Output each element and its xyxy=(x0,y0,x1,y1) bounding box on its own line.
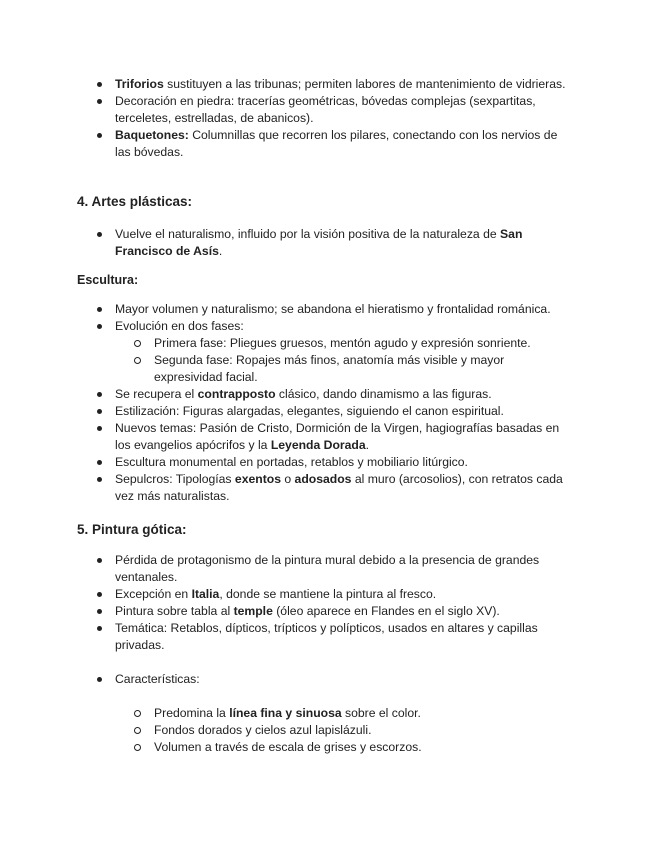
item-text: Evolución en dos fases: xyxy=(115,319,244,333)
bold-term: Triforios xyxy=(115,77,164,91)
bullet-icon xyxy=(97,307,102,312)
list-item xyxy=(0,318,575,335)
list-item xyxy=(0,420,575,454)
bullet-icon xyxy=(97,99,102,104)
item-text: Vuelve el naturalismo, influido por la visión positiva de la naturaleza de xyxy=(115,227,501,241)
bullet-icon xyxy=(97,409,102,414)
item-text: Escultura monumental en portadas, retablos y mobiliario litúrgico. xyxy=(115,455,468,469)
item-text: Columnillas que recorren los pilares, conectando con los nervios de las bóvedas. xyxy=(115,128,558,159)
item-text: Se recupera el xyxy=(115,387,198,401)
item-text: . xyxy=(218,244,223,258)
item-text: sustituyen a las tribunas; permiten labores de mantenimiento de vidrieras. xyxy=(163,77,566,91)
bullet-icon xyxy=(97,460,102,465)
list-item xyxy=(0,127,575,161)
list-item xyxy=(0,454,575,471)
list-item xyxy=(0,386,575,403)
item-text: Estilización: Figuras alargadas, elegantes, siguiendo el canon espiritual. xyxy=(115,404,504,418)
circle-bullet-icon xyxy=(134,744,141,751)
sub-list-item xyxy=(0,739,574,756)
bullet-icon xyxy=(97,609,102,614)
list-item xyxy=(0,671,575,688)
bold-term: adosados xyxy=(294,472,352,486)
list-item xyxy=(0,552,575,586)
item-text: o xyxy=(280,472,295,486)
bold-term: contrapposto xyxy=(197,387,276,401)
section-heading-pintura: 5. Pintura gótica: xyxy=(77,522,187,537)
sub-list-item xyxy=(0,352,574,386)
circle-bullet-icon xyxy=(134,710,141,717)
item-text: Excepción en xyxy=(115,587,192,601)
bold-term: Leyenda Dorada xyxy=(270,438,366,452)
item-text: Pérdida de protagonismo de la pintura mural debido a la presencia de grandes ventanales. xyxy=(115,553,540,584)
bullet-icon xyxy=(97,133,102,138)
item-text: , donde se mantiene la pintura al fresco. xyxy=(219,587,437,601)
item-text: Segunda fase: Ropajes más finos, anatomía más visible y mayor expresividad facial. xyxy=(154,353,505,384)
item-text: Pintura sobre tabla al xyxy=(115,604,234,618)
list-item xyxy=(0,471,575,505)
bold-term: exentos xyxy=(234,472,281,486)
artes-list xyxy=(0,226,575,260)
bullet-icon xyxy=(97,558,102,563)
item-text: Mayor volumen y naturalismo; se abandona el hieratismo y frontalidad románica. xyxy=(115,302,551,316)
item-text: . xyxy=(365,438,370,452)
sub-list-item xyxy=(0,722,574,739)
subheading-escultura: Escultura: xyxy=(77,273,139,287)
item-text: Sepulcros: Tipologías xyxy=(115,472,235,486)
item-text: al muro (arcosolios), con retratos cada vez más naturalistas. xyxy=(115,472,563,503)
sub-list-item xyxy=(0,705,574,722)
pintura-list xyxy=(0,552,575,654)
bullet-icon xyxy=(97,82,102,87)
escultura-list xyxy=(0,301,575,505)
bold-term: Italia xyxy=(191,587,220,601)
list-item xyxy=(0,76,575,93)
caracteristicas-list xyxy=(0,671,575,688)
item-text: Decoración en piedra: tracerías geométricas, bóvedas complejas (sexpartitas, terceletes, estrelladas, de abanicos). xyxy=(115,94,536,125)
item-text: Características: xyxy=(115,672,200,686)
item-text: Predomina la xyxy=(154,706,230,720)
bullet-icon xyxy=(97,232,102,237)
section-heading-artes: 4. Artes plásticas: xyxy=(77,194,193,209)
list-item xyxy=(0,586,575,603)
circle-bullet-icon xyxy=(134,340,141,347)
list-item xyxy=(0,620,575,654)
item-text: clásico, dando dinamismo a las figuras. xyxy=(275,387,492,401)
bullet-icon xyxy=(97,592,102,597)
bold-term: San Francisco de Asís xyxy=(115,227,523,258)
item-text: Volumen a través de escala de grises y escorzos. xyxy=(154,740,422,754)
arch-features-list xyxy=(0,76,575,161)
sub-list-item xyxy=(0,335,574,352)
list-item xyxy=(0,301,575,318)
caracteristicas-sublist xyxy=(0,705,574,756)
item-text: Temática: Retablos, dípticos, trípticos y polípticos, usados en altares y capillas privadas. xyxy=(115,621,538,652)
bold-term: Baquetones: xyxy=(115,128,189,142)
bold-term: temple xyxy=(233,604,273,618)
list-item xyxy=(0,603,575,620)
list-item xyxy=(0,93,575,127)
list-item xyxy=(0,226,575,260)
bullet-icon xyxy=(97,677,102,682)
circle-bullet-icon xyxy=(134,357,141,364)
item-text: Primera fase: Pliegues gruesos, mentón agudo y expresión sonriente. xyxy=(154,336,531,350)
item-text: Fondos dorados y cielos azul lapislázuli. xyxy=(154,723,372,737)
list-item xyxy=(0,403,575,420)
item-text: sobre el color. xyxy=(341,706,421,720)
item-text: (óleo aparece en Flandes en el siglo XV). xyxy=(272,604,500,618)
bullet-icon xyxy=(97,626,102,631)
item-text: Nuevos temas: Pasión de Cristo, Dormición de la Virgen, hagiografías basadas en los evangelios apócrifos y la xyxy=(115,421,560,452)
bold-term: línea fina y sinuosa xyxy=(229,706,342,720)
bullet-icon xyxy=(97,324,102,329)
bullet-icon xyxy=(97,477,102,482)
bullet-icon xyxy=(97,392,102,397)
circle-bullet-icon xyxy=(134,727,141,734)
bullet-icon xyxy=(97,426,102,431)
